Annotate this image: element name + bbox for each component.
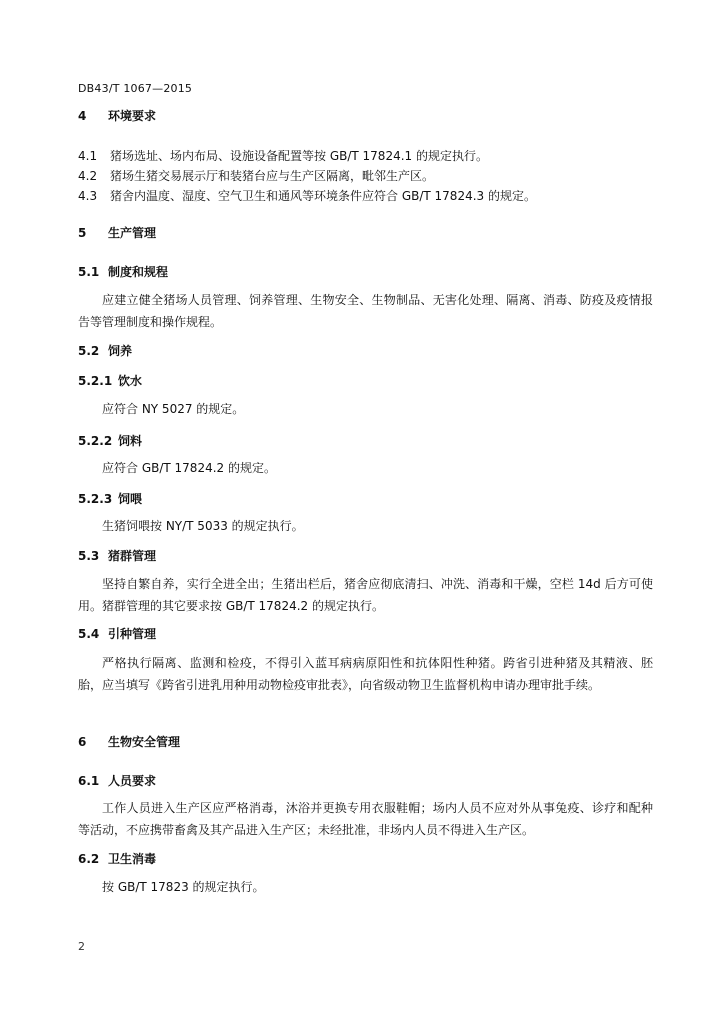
section-number: 5.2.1	[78, 374, 113, 388]
clause-4-2	[78, 165, 658, 187]
section-number: 5.3	[78, 549, 100, 563]
section-title: 生产管理	[108, 226, 157, 240]
section-5-2-3-heading	[78, 488, 658, 510]
section-title: 卫生消毒	[108, 852, 157, 866]
section-title: 制度和规程	[108, 265, 169, 279]
clause-number: 4.2	[78, 169, 98, 183]
section-number: 5.2.2	[78, 434, 113, 448]
section-number: 4	[78, 109, 87, 123]
section-5-2-2-text: 应符合 GB/T 17824.2 的规定。	[102, 461, 276, 475]
section-number: 6.1	[78, 774, 100, 788]
section-5-heading	[78, 222, 658, 244]
section-5-1-heading	[78, 261, 658, 283]
section-6-2-text: 按 GB/T 17823 的规定执行。	[102, 880, 265, 894]
section-5-2-heading	[78, 340, 658, 362]
section-title: 引种管理	[108, 627, 157, 641]
section-number: 6.2	[78, 852, 100, 866]
section-6-2-heading	[78, 848, 658, 870]
section-5-2-1-text: 应符合 NY 5027 的规定。	[102, 402, 245, 416]
clause-number: 4.1	[78, 149, 98, 163]
section-title: 饲喂	[118, 492, 143, 506]
page-number: 2	[78, 940, 85, 953]
section-5-4-text: 严格执行隔离、监测和检疫，不得引入蓝耳病病原阳性和抗体阳性种猪。跨省引进种猪及其精液、胚胎，应当填写《跨省引进乳用种用动物检疫审批表》，向省级动物卫生监督机构申请办理审批手续。	[78, 656, 653, 692]
section-title: 生物安全管理	[108, 735, 181, 749]
section-number: 5.1	[78, 265, 100, 279]
section-title: 环境要求	[108, 109, 157, 123]
document-code-header: DB43/T 1067—2015	[78, 82, 193, 95]
section-6-heading	[78, 731, 658, 753]
clause-4-3	[78, 185, 658, 207]
section-title: 饲养	[108, 344, 133, 358]
section-6-1-text: 工作人员进入生产区应严格消毒，沐浴并更换专用衣服鞋帽；场内人员不应对外从事兔疫、诊疗和配种等活动，不应携带畜禽及其产品进入生产区；未经批准，非场内人员不得进入生产区。	[78, 801, 653, 837]
section-number: 5.4	[78, 627, 100, 641]
clause-4-1	[78, 145, 658, 167]
section-number: 5.2.3	[78, 492, 113, 506]
clause-text: 猪场生猪交易展示厅和装猪台应与生产区隔离，毗邻生产区。	[110, 169, 435, 183]
section-6-1-heading	[78, 770, 658, 792]
section-title: 人员要求	[108, 774, 157, 788]
section-5-3-text: 坚持自繁自养，实行全进全出；生猪出栏后，猪舍应彻底清扫、冲洗、消毒和干燥，空栏 14d 后方可使用。猪群管理的其它要求按 GB/T 17824.2 的规定执行。	[78, 577, 653, 613]
clause-text: 猪场选址、场内布局、设施设备配置等按 GB/T 17824.1 的规定执行。	[110, 149, 488, 163]
section-5-4-heading	[78, 623, 658, 645]
section-5-2-1-heading	[78, 370, 658, 392]
clause-number: 4.3	[78, 189, 98, 203]
section-4-heading	[78, 105, 658, 127]
clause-text: 猪舍内温度、湿度、空气卫生和通风等环境条件应符合 GB/T 17824.3 的规定。	[110, 189, 536, 203]
section-5-2-2-heading	[78, 430, 658, 452]
section-number: 5.2	[78, 344, 100, 358]
section-number: 5	[78, 226, 87, 240]
section-title: 饮水	[118, 374, 143, 388]
section-title: 饲料	[118, 434, 143, 448]
section-number: 6	[78, 735, 87, 749]
section-5-3-heading	[78, 545, 658, 567]
section-title: 猪群管理	[108, 549, 157, 563]
section-5-2-3-text: 生猪饲喂按 NY/T 5033 的规定执行。	[102, 519, 304, 533]
section-5-1-text: 应建立健全猪场人员管理、饲养管理、生物安全、生物制品、无害化处理、隔离、消毒、防疫及疫情报告等管理制度和操作规程。	[78, 293, 653, 329]
